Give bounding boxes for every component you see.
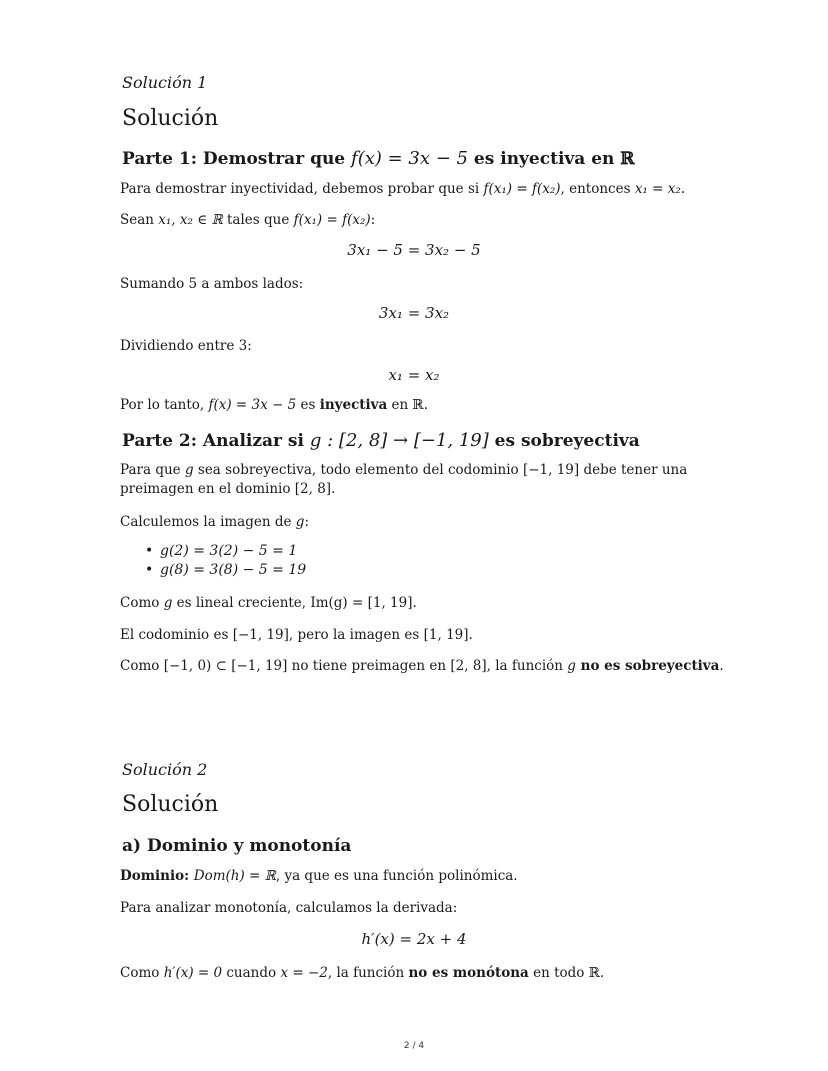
solution-2-label: Solución 2 [122, 760, 208, 779]
part-2-paragraph-1-line-1: Para que g sea sobreyectiva, todo elemento del codominio [−1, 19] debe tener una [120, 462, 688, 478]
page-number: 2 / 4 [403, 1041, 425, 1051]
part-1-paragraph-2: Sean x₁, x₂ ∈ ℝ tales que f(x₁) = f(x₂): [120, 212, 376, 228]
derivative-equation: h′(x) = 2x + 4 [361, 930, 467, 948]
domain-paragraph: Dominio: Dom(h) = ℝ, ya que es una función polinómica. [120, 868, 518, 884]
equation-2: 3x₁ = 3x₂ [378, 304, 450, 322]
part-2-conclusion: Como [−1, 0) ⊂ [−1, 19] no tiene preimagen en [2, 8], la función g no es sobreyectiva. [120, 658, 724, 674]
solution-1-label: Solución 1 [122, 73, 208, 92]
part-2-paragraph-4: El codominio es [−1, 19], pero la imagen es [1, 19]. [120, 627, 473, 643]
part-1-paragraph-1: Para demostrar inyectividad, debemos probar que si f(x₁) = f(x₂), entonces x₁ = x₂. [120, 181, 686, 197]
part-1-paragraph-4: Dividiendo entre 3: [120, 338, 252, 354]
part-2-paragraph-2: Calculemos la imagen de g: [120, 514, 309, 530]
list-item: • g(8) = 3(8) − 5 = 19 [145, 562, 307, 578]
section-a-heading: a) Dominio y monotonía [122, 836, 352, 856]
solution-1-title: Solución [122, 106, 219, 131]
monotonia-paragraph: Para analizar monotonía, calculamos la derivada: [120, 900, 458, 916]
list-item: • g(2) = 3(2) − 5 = 1 [145, 543, 298, 559]
part-1-paragraph-3: Sumando 5 a ambos lados: [120, 276, 304, 292]
equation-3: x₁ = x₂ [388, 366, 440, 384]
part-1-conclusion: Por lo tanto, f(x) = 3x − 5 es inyectiva en ℝ. [120, 397, 429, 413]
solution-2-title: Solución [122, 792, 219, 817]
part-1-heading: Parte 1: Demostrar que f(x) = 3x − 5 es inyectiva en ℝ [122, 148, 635, 169]
equation-1: 3x₁ − 5 = 3x₂ − 5 [347, 241, 481, 259]
part-2-paragraph-1-line-2: preimagen en el dominio [2, 8]. [120, 481, 336, 497]
part-2-heading: Parte 2: Analizar si g : [2, 8] → [−1, 19] es sobreyectiva [122, 430, 640, 451]
part-2-paragraph-3: Como g es lineal creciente, Im(g) = [1, 19]. [120, 595, 417, 611]
monotonia-conclusion: Como h′(x) = 0 cuando x = −2, la función no es monótona en todo ℝ. [120, 965, 605, 981]
